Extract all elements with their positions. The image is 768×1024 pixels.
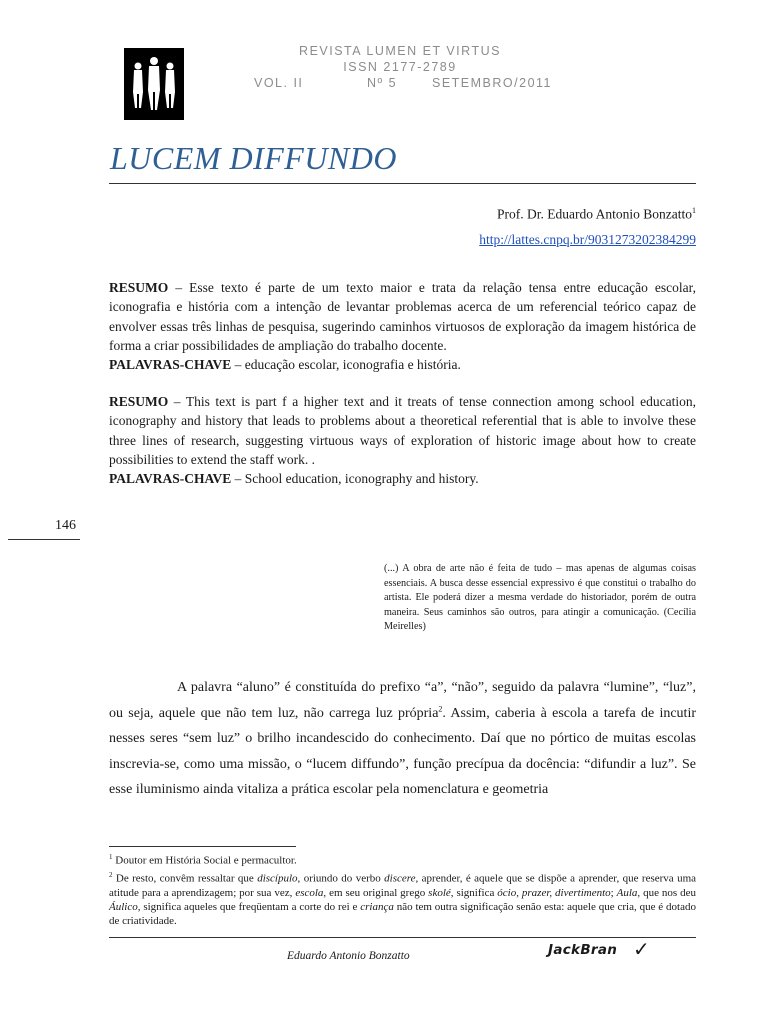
- issue-date: SETEMBRO/2011: [432, 76, 553, 90]
- issn: ISSN 2177-2789: [343, 60, 457, 74]
- footnote-text: , significa: [450, 886, 498, 899]
- footnote-term: Áulico: [109, 900, 138, 913]
- footnote-2-number: 2: [109, 870, 113, 879]
- issue-number: Nº 5: [367, 76, 398, 90]
- footnote-term: ócio, prazer, divertimento: [497, 886, 611, 899]
- footnotes: [109, 850, 696, 928]
- footnote-1-text: Doutor em História Social e permacultor.: [112, 854, 297, 867]
- footnote-text: , significa aqueles que freqüentam a corte do rei e: [137, 900, 361, 913]
- epigraph: (...) A obra de arte não é feita de tudo – mas apenas de algumas coisas essenciais. A busca desse essencial expressivo é que constitui o trabalho do artista. Ele poderá dizer a mesma verdade do historiador, porém de outra maneira. Seus caminhos são outros, para atingir a comunicação. (Cecília Meirelles): [384, 563, 696, 632]
- journal-header: [200, 43, 600, 91]
- author-footnote-ref: 1: [692, 206, 696, 215]
- abstract-text: – Esse texto é parte de um texto maior e trata da relação tensa entre educação escolar, iconografia e história com a intenção de levantar problemas acerca de um referencial teórico capaz de envolver essas três linhas de pesquisa, sugerindo caminhos virtuosos de exploração da imagem histórica de forma a criar possibilidades de ampliação do trabalho docente.: [109, 280, 696, 353]
- abstract-text: – This text is part f a higher text and it treats of tense connection among school education, iconography and history that leads to problems about a theoretical referential that is able to involve these three lines of research, suggesting virtuous ways of exploration of historic image about how to create possibilities to extend the staff work. .: [109, 394, 696, 467]
- footnote-text: De resto, convêm ressaltar que: [112, 872, 258, 885]
- abstract-english: [109, 392, 696, 488]
- footnote-text: , em seu original grego: [323, 886, 429, 899]
- footnote-1-number: 1: [109, 853, 113, 861]
- keywords-text: – School education, iconography and history.: [231, 471, 479, 487]
- body-paragraph: [109, 675, 696, 803]
- abstract-label: RESUMO: [109, 394, 169, 409]
- footnote-text: , oriundo do verbo: [297, 872, 385, 885]
- footnote-term: discere: [384, 872, 416, 885]
- article-title: LUCEM DIFFUNDO: [110, 140, 397, 176]
- footer-divider: [109, 937, 696, 938]
- keywords-text: – educação escolar, iconografia e história.: [231, 357, 461, 373]
- journal-name: REVISTA LUMEN ET VIRTUS: [299, 44, 501, 58]
- footnote-text: não tem outra significação senão esta: aquele que cria, que é dotado de criatividade.: [109, 900, 696, 928]
- footnote-text: , aprender, é aquele que se dispõe a aprender, que reserva uma atitude para a aprendizagem; por sua vez,: [109, 872, 697, 899]
- footnote-divider: [109, 846, 296, 847]
- abstract-portuguese: [109, 278, 696, 374]
- title-divider: [109, 183, 696, 184]
- footnote-term: skolé: [428, 886, 451, 899]
- keywords-label: PALAVRAS-CHAVE: [109, 357, 232, 373]
- page-number-rule: [8, 539, 80, 540]
- page-number: 146: [55, 518, 76, 533]
- footnote-ref-2: 2: [438, 703, 443, 713]
- footer-author: Eduardo Antonio Bonzatto: [287, 950, 410, 962]
- author-name: Prof. Dr. Eduardo Antonio Bonzatto: [497, 206, 692, 222]
- footnote-term: discípulo: [257, 872, 298, 885]
- author-line: [497, 206, 696, 223]
- footnote-term: escola: [295, 886, 324, 899]
- volume: VOL. II: [254, 76, 304, 90]
- footnote-2: [109, 868, 696, 928]
- footnote-text: , que nos deu: [637, 886, 696, 899]
- body-text-part2: . Assim, caberia à escola a tarefa de incutir nesses seres “sem luz” o brilho incandescido do conhecimento. Daí que no pórtico de muitas escolas inscrevia-se, como uma missão, o “lucem diffundo”, função precípua da docência: “difundir a luz”. Se esse iluminismo ainda vitaliza a prática escolar pela nomenclatura e geometria: [109, 705, 696, 798]
- lattes-link[interactable]: http://lattes.cnpq.br/9031273202384299: [479, 232, 696, 247]
- footnote-term: Aula: [616, 886, 638, 899]
- footnote-text: ;: [610, 886, 617, 899]
- abstract-label: RESUMO: [109, 280, 169, 295]
- three-figures-logo-icon: [124, 48, 184, 120]
- issue-meta: [200, 75, 600, 91]
- footnote-term: criança: [360, 900, 394, 913]
- body-text-part1: A palavra “aluno” é constituída do prefixo “a”, “não”, seguido da palavra “lumine”, “luz”, ou seja, aquele que não tem luz, não carrega luz própria: [109, 680, 696, 721]
- check-icon: ✓: [633, 937, 650, 961]
- signature: JackBran: [548, 942, 618, 958]
- keywords-label: PALAVRAS-CHAVE: [109, 471, 232, 487]
- footnote-1: [109, 850, 696, 868]
- journal-logo: [124, 48, 184, 120]
